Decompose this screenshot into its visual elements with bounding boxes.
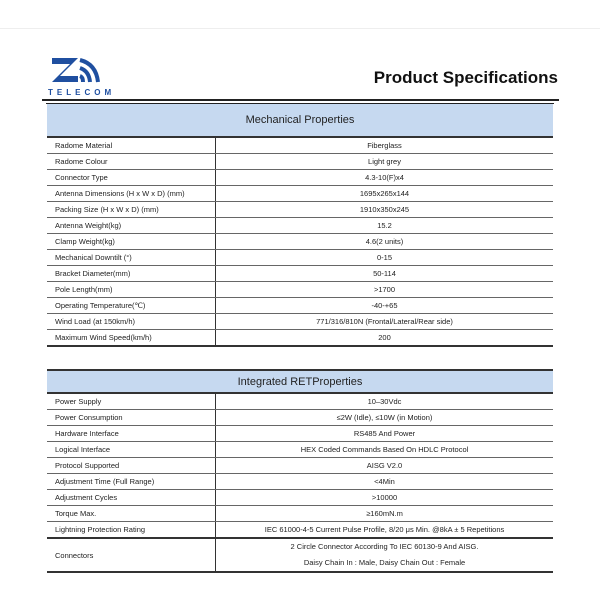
spec-label: Maximum Wind Speed(km/h) xyxy=(47,330,216,347)
spec-label: Adjustment Time (Full Range) xyxy=(47,474,216,490)
spec-value: 4.6(2 units) xyxy=(216,234,554,250)
spec-value: 200 xyxy=(216,330,554,347)
table-row xyxy=(47,234,553,250)
table-row xyxy=(47,522,553,539)
spec-value: -40-+65 xyxy=(216,298,554,314)
spec-value: ≥160mN.m xyxy=(216,506,554,522)
table-row xyxy=(47,474,553,490)
spec-value xyxy=(216,538,554,572)
spec-label: Radome Material xyxy=(47,137,216,154)
spec-label: Connector Type xyxy=(47,170,216,186)
table-row xyxy=(47,410,553,426)
spec-label: Antenna Weight(kg) xyxy=(47,218,216,234)
table-row xyxy=(47,218,553,234)
spec-value: 4.3-10(F)x4 xyxy=(216,170,554,186)
spec-value: <4Min xyxy=(216,474,554,490)
spec-value: 10–30Vdc xyxy=(216,393,554,410)
spec-value: 50-114 xyxy=(216,266,554,282)
spec-value: 1695x265x144 xyxy=(216,186,554,202)
table-row xyxy=(47,506,553,522)
spec-label: Packing Size (H x W x D) (mm) xyxy=(47,202,216,218)
spec-label: Wind Load (at 150km/h) xyxy=(47,314,216,330)
divider xyxy=(0,28,600,29)
table-row xyxy=(47,330,553,347)
table-row xyxy=(47,250,553,266)
spec-label: Operating Temperature(℃) xyxy=(47,298,216,314)
spec-label: Power Consumption xyxy=(47,410,216,426)
spec-label: Connectors xyxy=(47,538,216,572)
ret-properties-table xyxy=(47,369,553,573)
table-row xyxy=(47,266,553,282)
spec-label: Power Supply xyxy=(47,393,216,410)
spec-label: Hardware Interface xyxy=(47,426,216,442)
spec-value: 0-15 xyxy=(216,250,554,266)
table-row xyxy=(47,426,553,442)
spec-value: IEC 61000-4-5 Current Pulse Profile, 8/20 μs Min. @8kA ± 5 Repetitions xyxy=(216,522,554,539)
spec-value: 15.2 xyxy=(216,218,554,234)
spec-label: Radome Colour xyxy=(47,154,216,170)
spec-label: Mechanical Downtilt (°) xyxy=(47,250,216,266)
logo-text: TELECOM xyxy=(48,88,116,97)
table-row xyxy=(47,538,553,572)
spec-value-line: 2 Circle Connector According To IEC 60130-9 And AISG. xyxy=(290,542,479,551)
page-title: Product Specifications xyxy=(373,68,558,87)
spec-value: Light grey xyxy=(216,154,554,170)
spec-value: AISG V2.0 xyxy=(216,458,554,474)
spec-label: Torque Max. xyxy=(47,506,216,522)
table-row xyxy=(47,282,553,298)
table-row xyxy=(47,458,553,474)
table-row xyxy=(47,442,553,458)
table-row xyxy=(47,490,553,506)
spec-value: 1910x350x245 xyxy=(216,202,554,218)
table-row xyxy=(47,170,553,186)
table-row xyxy=(47,186,553,202)
table-row xyxy=(47,393,553,410)
spec-label: Lightning Protection Rating xyxy=(47,522,216,539)
spec-label: Pole Length(mm) xyxy=(47,282,216,298)
table-title: Integrated RETProperties xyxy=(47,370,553,393)
spec-value: >1700 xyxy=(216,282,554,298)
table-row xyxy=(47,314,553,330)
spec-label: Protocol Supported xyxy=(47,458,216,474)
spec-value: HEX Coded Commands Based On HDLC Protocol xyxy=(216,442,554,458)
spec-value: >10000 xyxy=(216,490,554,506)
spec-value: Fiberglass xyxy=(216,137,554,154)
spec-value: RS485 And Power xyxy=(216,426,554,442)
mechanical-properties-table xyxy=(47,104,553,347)
table-row xyxy=(47,202,553,218)
spec-value: 771/316/810N (Frontal/Lateral/Rear side) xyxy=(216,314,554,330)
table-title: Mechanical Properties xyxy=(47,104,553,137)
divider xyxy=(42,99,559,101)
spec-label: Clamp Weight(kg) xyxy=(47,234,216,250)
spec-label: Antenna Dimensions (H x W x D) (mm) xyxy=(47,186,216,202)
spec-value: ≤2W (Idle), ≤10W (in Motion) xyxy=(216,410,554,426)
spec-label: Bracket Diameter(mm) xyxy=(47,266,216,282)
spec-label: Adjustment Cycles xyxy=(47,490,216,506)
table-row xyxy=(47,137,553,154)
spec-label: Logical Interface xyxy=(47,442,216,458)
table-row xyxy=(47,298,553,314)
spec-value-line: Daisy Chain In : Male, Daisy Chain Out : Female xyxy=(303,558,466,567)
table-row xyxy=(47,154,553,170)
